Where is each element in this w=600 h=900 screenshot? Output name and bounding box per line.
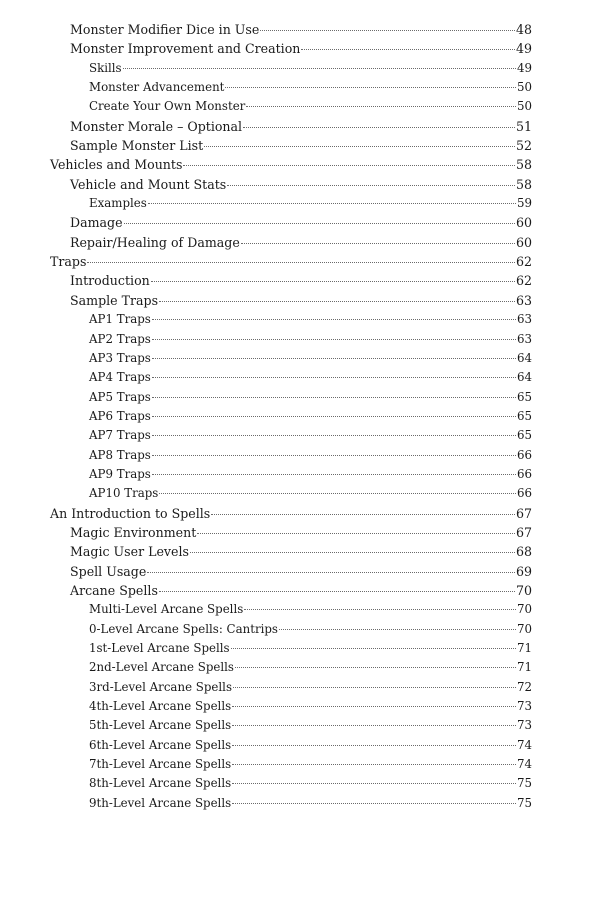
toc-entry[interactable] (50, 271, 532, 290)
toc-entry-page-number: 66 (516, 447, 532, 462)
toc-entry-title: 1st-Level Arcane Spells (89, 641, 230, 655)
dot-leader (232, 783, 516, 784)
toc-entry-title: AP4 Traps (89, 370, 151, 385)
toc-entry[interactable] (50, 291, 532, 310)
toc-entry[interactable] (50, 678, 532, 697)
dot-leader (233, 687, 516, 688)
toc-entry-title: AP10 Traps (89, 486, 159, 501)
dot-leader (159, 493, 516, 494)
dot-leader (159, 591, 515, 592)
toc-entry-page-number: 67 (515, 524, 532, 540)
dot-leader (152, 474, 516, 475)
toc-entry[interactable] (50, 349, 532, 368)
toc-entry[interactable] (50, 233, 532, 252)
toc-entry-page-number: 58 (515, 157, 532, 173)
toc-entry-title: Monster Modifier Dice in Use (70, 22, 260, 37)
toc-entry[interactable] (50, 155, 532, 174)
toc-entry-title: An Introduction to Spells (50, 505, 211, 521)
toc-entry-page-number: 60 (515, 215, 532, 231)
toc-entry-page-number: 51 (515, 118, 532, 134)
toc-entry-title: Traps (50, 254, 87, 270)
toc-entry-title: Create Your Own Monster (89, 99, 246, 114)
toc-entry[interactable] (50, 465, 532, 484)
toc-entry[interactable] (50, 658, 532, 677)
dot-leader (148, 203, 516, 204)
toc-entry-title: Repair/Healing of Damage (70, 234, 240, 250)
toc-entry-title: Examples (89, 196, 147, 211)
toc-entry[interactable] (50, 562, 532, 581)
toc-entry-page-number: 49 (515, 41, 532, 57)
toc-entry-title: Magic Environment (70, 524, 197, 540)
toc-entry-page-number: 62 (515, 273, 532, 289)
toc-entry[interactable] (50, 407, 532, 426)
toc-entry-page-number: 75 (516, 776, 532, 791)
toc-entry-title: 8th-Level Arcane Spells (89, 776, 232, 791)
toc-entry-title: Sample Traps (70, 292, 159, 308)
toc-entry-title: AP5 Traps (89, 389, 151, 404)
dot-leader (211, 514, 515, 515)
dot-leader (159, 301, 515, 302)
toc-entry-page-number: 65 (516, 428, 532, 443)
toc-entry[interactable] (50, 620, 532, 639)
dot-leader (152, 319, 516, 320)
toc-entry-title: Introduction (70, 273, 150, 289)
toc-entry[interactable] (50, 484, 532, 503)
toc-entry-page-number: 70 (515, 582, 532, 598)
toc-entry[interactable] (50, 446, 532, 465)
toc-entry-title: Monster Morale – Optional (70, 118, 243, 134)
dot-leader (152, 416, 516, 417)
toc-entry-title: Vehicle and Mount Stats (70, 176, 227, 192)
dot-leader (231, 648, 516, 649)
dot-leader (152, 339, 516, 340)
toc-entry-page-number: 50 (516, 99, 532, 114)
table-of-contents (50, 20, 532, 813)
toc-entry-page-number: 73 (516, 718, 532, 733)
toc-entry-title: Multi-Level Arcane Spells (89, 602, 244, 617)
toc-entry[interactable] (50, 194, 532, 213)
toc-entry-page-number: 52 (515, 138, 532, 154)
toc-entry[interactable] (50, 697, 532, 716)
toc-entry-page-number: 71 (516, 660, 532, 675)
toc-entry-page-number: 62 (515, 254, 532, 270)
toc-entry-page-number: 65 (516, 408, 532, 423)
toc-entry[interactable] (50, 97, 532, 116)
toc-entry-page-number: 75 (516, 795, 532, 810)
dot-leader (232, 764, 516, 765)
toc-entry-page-number: 70 (516, 602, 532, 617)
dot-leader (204, 146, 515, 147)
toc-entry[interactable] (50, 213, 532, 232)
dot-leader (232, 803, 516, 804)
toc-entry-title: AP1 Traps (89, 312, 151, 327)
toc-entry-page-number: 50 (516, 80, 532, 95)
toc-entry-page-number: 70 (516, 621, 532, 636)
dot-leader (232, 745, 516, 746)
toc-entry[interactable] (50, 78, 532, 97)
dot-leader (87, 262, 515, 263)
toc-entry-title: Monster Improvement and Creation (70, 41, 301, 57)
toc-entry-title: Arcane Spells (70, 582, 158, 598)
dot-leader (183, 165, 515, 166)
toc-entry[interactable] (50, 542, 532, 561)
dot-leader (243, 127, 515, 128)
toc-entry[interactable] (50, 175, 532, 194)
toc-entry-title: 3rd-Level Arcane Spells (89, 679, 233, 694)
toc-entry[interactable] (50, 20, 532, 39)
dot-leader (147, 572, 515, 573)
dot-leader (197, 533, 515, 534)
dot-leader (246, 106, 516, 107)
toc-entry-title: AP8 Traps (89, 447, 151, 462)
toc-entry[interactable] (50, 136, 532, 155)
dot-leader (227, 185, 515, 186)
dot-leader (124, 223, 515, 224)
toc-entry[interactable] (50, 774, 532, 793)
toc-entry-page-number: 74 (516, 757, 532, 772)
toc-entry-title: 9th-Level Arcane Spells (89, 795, 232, 810)
toc-entry[interactable] (50, 330, 532, 349)
dot-leader (235, 667, 516, 668)
toc-entry-title: AP6 Traps (89, 408, 151, 423)
dot-leader (279, 629, 516, 630)
toc-entry[interactable] (50, 600, 532, 619)
toc-entry-title: Skills (89, 60, 122, 75)
toc-entry[interactable] (50, 426, 532, 445)
toc-entry-title: 6th-Level Arcane Spells (89, 737, 232, 752)
toc-entry-page-number: 63 (516, 312, 532, 327)
dot-leader (152, 435, 516, 436)
toc-entry-title: Damage (70, 215, 123, 231)
toc-entry-page-number: 49 (516, 60, 532, 75)
toc-entry-title: Vehicles and Mounts (50, 157, 183, 173)
toc-entry[interactable] (50, 117, 532, 136)
toc-entry-title: Sample Monster List (70, 138, 204, 154)
toc-entry-page-number: 58 (515, 176, 532, 192)
toc-entry-page-number: 63 (515, 292, 532, 308)
toc-entry-title: AP2 Traps (89, 331, 151, 346)
toc-entry-title: AP7 Traps (89, 428, 151, 443)
toc-entry[interactable] (50, 523, 532, 542)
toc-entry-title: 0-Level Arcane Spells: Cantrips (89, 621, 278, 636)
dot-leader (244, 609, 516, 610)
toc-entry[interactable] (50, 39, 532, 58)
dot-leader (241, 243, 515, 244)
dot-leader (225, 87, 516, 88)
dot-leader (232, 706, 516, 707)
toc-entry[interactable] (50, 716, 532, 735)
toc-entry-title: Magic User Levels (70, 544, 189, 560)
dot-leader (190, 552, 515, 553)
toc-entry-title: 2nd-Level Arcane Spells (89, 660, 234, 675)
toc-entry[interactable] (50, 504, 532, 523)
dot-leader (152, 397, 516, 398)
toc-entry-title: 7th-Level Arcane Spells (89, 757, 232, 772)
dot-leader (123, 68, 516, 69)
toc-entry-page-number: 66 (516, 466, 532, 481)
toc-entry-page-number: 66 (516, 486, 532, 501)
toc-entry[interactable] (50, 368, 532, 387)
toc-entry-page-number: 67 (515, 505, 532, 521)
dot-leader (152, 377, 516, 378)
toc-entry[interactable] (50, 736, 532, 755)
toc-entry-title: Monster Advancement (89, 80, 225, 95)
toc-entry[interactable] (50, 581, 532, 600)
toc-entry-title: AP9 Traps (89, 466, 151, 481)
toc-entry-page-number: 64 (516, 350, 532, 365)
toc-entry-page-number: 59 (516, 196, 532, 211)
toc-entry-title: 4th-Level Arcane Spells (89, 699, 232, 714)
toc-entry-title: 5th-Level Arcane Spells (89, 718, 232, 733)
toc-entry[interactable] (50, 310, 532, 329)
toc-entry-title: Spell Usage (70, 563, 147, 579)
dot-leader (152, 455, 516, 456)
toc-entry[interactable] (50, 388, 532, 407)
toc-entry-page-number: 48 (515, 22, 532, 37)
toc-entry[interactable] (50, 794, 532, 813)
toc-entry-page-number: 71 (516, 641, 532, 655)
toc-entry-page-number: 74 (516, 737, 532, 752)
toc-entry-page-number: 69 (515, 563, 532, 579)
dot-leader (301, 49, 515, 50)
toc-entry-page-number: 72 (516, 679, 532, 694)
dot-leader (152, 358, 516, 359)
toc-entry[interactable] (50, 252, 532, 271)
toc-entry[interactable] (50, 59, 532, 78)
toc-entry-page-number: 63 (516, 331, 532, 346)
toc-entry-page-number: 65 (516, 389, 532, 404)
toc-entry-page-number: 64 (516, 370, 532, 385)
toc-entry[interactable] (50, 639, 532, 658)
dot-leader (260, 30, 515, 31)
toc-entry-title: AP3 Traps (89, 350, 151, 365)
toc-entry[interactable] (50, 755, 532, 774)
toc-entry-page-number: 60 (515, 234, 532, 250)
dot-leader (232, 725, 516, 726)
dot-leader (151, 281, 515, 282)
toc-entry-page-number: 73 (516, 699, 532, 714)
toc-entry-page-number: 68 (515, 544, 532, 560)
